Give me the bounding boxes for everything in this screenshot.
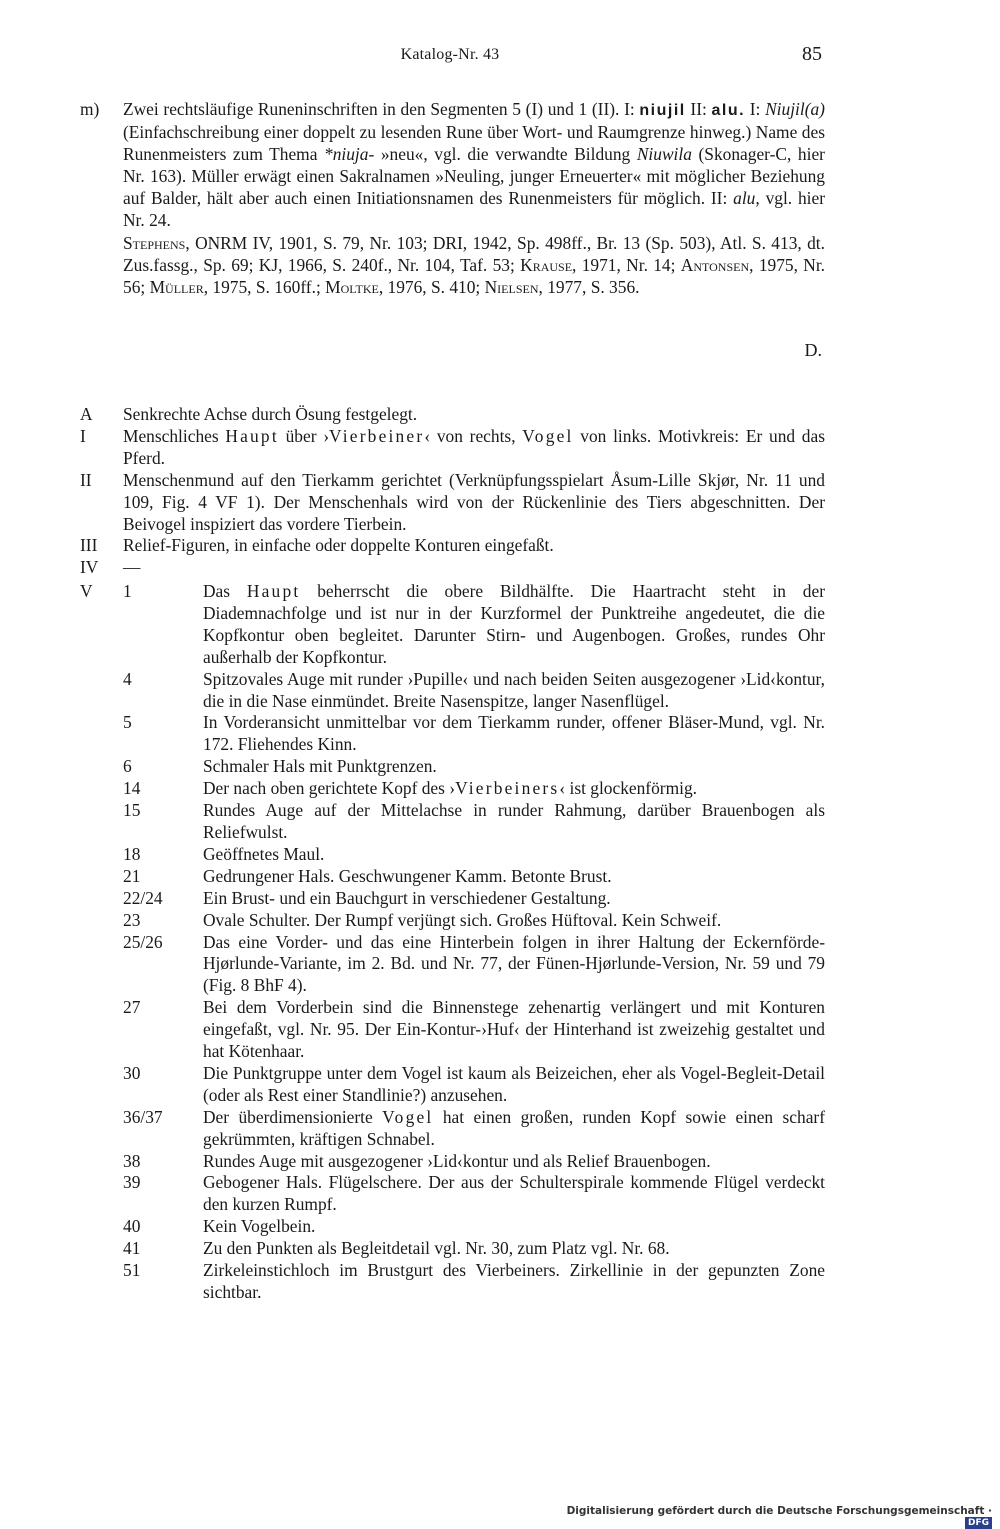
item-post: beherrscht die obere Bildhälfte. Die Haartracht steht in der Diademnachfolge und ist nur in der Kurzformel der Punktreihe angedeutet, die die Kopfkontur oben begleitet. Darunter Stirn- und Augenbogen. Großes, rundes Ohr außerhalb der Kopfkontur.: [203, 581, 825, 667]
item-number: 36/37: [123, 1106, 163, 1127]
item-post: Schmaler Hals mit Punktgrenzen.: [203, 756, 437, 777]
item-number: 15: [123, 800, 141, 821]
reference-author: Krause: [520, 255, 573, 276]
category-rows: [80, 404, 825, 579]
item-post: Zirkeleinstichloch im Brustgurt des Vierbeiners. Zirkellinie in der gepunzten Zone sichtbar.: [203, 1260, 825, 1302]
section-m-mid: II:: [690, 99, 707, 119]
list-item: [123, 932, 825, 998]
alu-italic: alu,: [733, 187, 760, 208]
section-m-intro: Zwei rechtsläufige Runeninschriften in den Segmenten 5 (I) und 1 (II). I:: [123, 99, 635, 119]
reference-author: Antonsen: [680, 255, 750, 276]
section-m-text4: vgl. hier Nr. 24.: [123, 187, 825, 230]
item-description: [203, 1216, 825, 1238]
list-item: [123, 1107, 825, 1151]
item-post: Rundes Auge auf der Mittelachse in runder Rahmung, darüber Brauenbogen als Reliefwulst.: [203, 800, 825, 842]
section-m-text3: (Skonager-C, hier Nr. 163). Müller erwägt einen Sakralnamen »Neuling, junger Erneuerter« mit möglicher Beziehung auf Balder, hält aber auch einen Initiationsnamen des Runenmeisters für möglich. II:: [123, 143, 825, 208]
item-description: [203, 866, 825, 888]
row-i-part4: von links. Motivkreis: Er und das Pferd.: [123, 425, 825, 468]
item-number: 23: [123, 909, 141, 930]
niuja-italic: *niuja-: [324, 143, 375, 164]
footer-credit: [560, 1505, 992, 1529]
list-item: [123, 910, 825, 932]
row-label: A: [80, 404, 93, 424]
list-item: [123, 581, 825, 669]
niuwila-italic: Niuwila: [636, 143, 692, 164]
row-text: Menschenmund auf den Tierkamm gerichtet (Verknüpfungsspielart Åsum-Lille Skjør, Nr. 11 und 109, Fig. 4 VF 1). Der Menschenhals wird von der Rückenlinie des Tiers abgeschnitten. Der Beivogel inspiziert das vordere Tierbein.: [123, 469, 825, 534]
row-i-vogel: Vogel: [522, 425, 574, 446]
item-description: [203, 756, 825, 778]
section-m: [80, 99, 825, 299]
item-description: [203, 1063, 825, 1107]
item-number: 30: [123, 1062, 141, 1083]
detail-list: [123, 581, 825, 1304]
item-description: [203, 888, 825, 910]
list-item: [123, 888, 825, 910]
item-number: 38: [123, 1150, 141, 1171]
list-item: [123, 844, 825, 866]
item-post: Spitzovales Auge mit runder ›Pupille‹ und nach beiden Seiten ausgezogener ›Lid‹kontur, die in die Nase einmündet. Breite Nasenspitze, langer Nasenflügel.: [203, 668, 825, 711]
item-description: [203, 1260, 825, 1304]
item-pre: Der nach oben gerichtete Kopf des ›: [203, 778, 456, 799]
item-number: 14: [123, 778, 141, 799]
section-m-paragraph: [123, 99, 825, 231]
item-post: Zu den Punkten als Begleitdetail vgl. Nr. 30, zum Platz vgl. Nr. 68.: [203, 1238, 670, 1259]
item-post: Bei dem Vorderbein sind die Binnenstege zehenartig verlängert und mit Konturen eingefaßt, vgl. Nr. 95. Der Ein-Kontur-›Huf‹ der Hinterhand ist zweizehig gestaltet und hat Kötenhaar.: [203, 997, 825, 1062]
list-item: [123, 669, 825, 713]
list-item: [123, 866, 825, 888]
row-iv: [80, 557, 825, 579]
row-label: II: [80, 469, 92, 490]
item-number: 27: [123, 997, 141, 1018]
reference-text: , 1977, S. 356.: [538, 277, 640, 298]
item-post: hat einen großen, runden Kopf sowie einen scharf gekrümmten, kräftigen Schnabel.: [203, 1106, 825, 1149]
reference-text: , 1975, S. 160ff.;: [203, 277, 326, 298]
item-pre: Der überdimensionierte: [203, 1106, 373, 1127]
niujil-italic: Niujil(a): [765, 99, 825, 119]
item-post: ‹ ist glockenförmig.: [559, 778, 697, 799]
item-number: 25/26: [123, 931, 163, 952]
item-description: [203, 800, 825, 844]
item-number: 18: [123, 843, 141, 864]
item-description: [203, 910, 825, 932]
row-i: [80, 426, 825, 470]
list-item: [123, 712, 825, 756]
dfg-logo: DFG: [965, 1517, 992, 1529]
list-item: [123, 800, 825, 844]
item-number: 40: [123, 1216, 141, 1237]
reference-author: Nielsen: [484, 277, 539, 298]
reference-text: , ONRM IV, 1901, S. 79, Nr. 103; DRI, 1942, Sp. 498ff., Br. 13 (Sp. 503), Atl. S. 413, dt. Zus.fassg., Sp. 69; KJ, 1966, S. 240f., Nr. 104, Taf. 53;: [123, 233, 825, 276]
reference-author: Stephens: [123, 233, 186, 254]
item-number: 6: [123, 756, 132, 777]
row-label: I: [80, 425, 86, 446]
reference-text: , 1976, S. 410;: [378, 277, 485, 298]
row-v-label: V: [80, 581, 93, 601]
item-post: Die Punktgruppe unter dem Vogel ist kaum als Beizeichen, eher als Vogel-Begleit-Detail (oder als Rest einer Standlinie?) anzusehen.: [203, 1062, 825, 1105]
list-item: [123, 778, 825, 800]
author-signature: D.: [804, 340, 822, 360]
list-item: [123, 1151, 825, 1173]
item-post: Geöffnetes Maul.: [203, 843, 325, 864]
row-a: [80, 404, 825, 426]
item-description: [203, 581, 825, 669]
row-text: Relief-Figuren, in einfache oder doppelte Konturen eingefaßt.: [123, 535, 554, 556]
row-text: [123, 426, 825, 470]
footer-text: Digitalisierung gefördert durch die Deutsche Forschungsgemeinschaft ·: [566, 1505, 992, 1517]
reference-text: , 1975, Nr. 56;: [123, 255, 826, 298]
item-number: 39: [123, 1172, 141, 1193]
item-post: Gedrungener Hals. Geschwungener Kamm. Betonte Brust.: [203, 865, 612, 886]
section-m-text2: »neu«, vgl. die verwandte Bildung: [380, 143, 631, 164]
item-post: Ein Brust- und ein Bauchgurt in verschiedener Gestaltung.: [203, 887, 611, 908]
list-item: [123, 756, 825, 778]
item-post: Das eine Vorder- und das eine Hinterbein folgen in ihrer Haltung der Eckernförde-Hjørlunde-Variante, im 2. Bd. und Nr. 77, der Fünen-Hjørlunde-Version, Nr. 59 und 79 (Fig. 8 BhF 4).: [203, 931, 825, 996]
item-description: [203, 932, 825, 998]
list-item: [123, 1172, 825, 1216]
list-item: [123, 1238, 825, 1260]
item-description: [203, 778, 825, 800]
item-pre: Das: [203, 581, 231, 601]
item-description: [203, 669, 825, 713]
item-description: [203, 1107, 825, 1151]
item-post: Gebogener Hals. Flügelschere. Der aus der Schulterspirale kommende Flügel verdeckt den kurzen Rumpf.: [203, 1172, 825, 1215]
item-sp: Vierbeiners: [455, 778, 560, 799]
row-ii: [80, 470, 825, 536]
row-label: III: [80, 535, 98, 556]
item-post: In Vorderansicht unmittelbar vor dem Tierkamm runder, offener Bläser-Mund, vgl. Nr. 172. Fliehendes Kinn.: [203, 712, 825, 755]
item-post: Ovale Schulter. Der Rumpf verjüngt sich. Großes Hüftoval. Kein Schweif.: [203, 909, 722, 930]
list-item: [123, 997, 825, 1063]
reference-text: , 1971, Nr. 14;: [572, 255, 681, 276]
item-number: 21: [123, 865, 141, 886]
row-label: IV: [80, 557, 99, 578]
list-item: [123, 1216, 825, 1238]
item-description: [203, 1172, 825, 1216]
references: [123, 233, 825, 299]
row-i-haupt: Haupt: [225, 425, 279, 446]
section-m-i-label: I:: [749, 99, 761, 119]
row-text: —: [123, 557, 141, 578]
item-number: 5: [123, 712, 132, 733]
row-i-part3: ‹ von rechts,: [424, 425, 516, 446]
reference-author: Moltke: [325, 277, 379, 298]
item-description: [203, 1151, 825, 1173]
row-text: Senkrechte Achse durch Ösung festgelegt.: [123, 404, 418, 424]
row-i-part2: über ›: [285, 425, 330, 446]
row-i-vierbeiner: Vierbeiner: [329, 425, 425, 446]
section-m-label: m): [80, 99, 100, 119]
rune-inscription-2: alu.: [711, 102, 746, 119]
section-m-text1: (Einfachschreibung einer doppelt zu lesenden Rune über Wort- und Raumgrenze hinweg.) Name des Runenmeisters zum Thema: [123, 121, 825, 164]
item-post: Kein Vogelbein.: [203, 1216, 316, 1237]
item-number: 51: [123, 1260, 141, 1281]
row-i-part1: Menschliches: [123, 425, 219, 446]
item-number: 41: [123, 1238, 141, 1259]
page-header-title: Katalog-Nr. 43: [400, 46, 500, 63]
reference-author: Müller: [149, 277, 204, 298]
item-sp: Vogel: [382, 1106, 434, 1127]
item-description: [203, 712, 825, 756]
item-number: 22/24: [123, 887, 163, 908]
item-description: [203, 1238, 825, 1260]
list-item: [123, 1063, 825, 1107]
list-item: [123, 1260, 825, 1304]
item-number: 4: [123, 668, 132, 689]
item-number: 1: [123, 581, 132, 601]
item-description: [203, 997, 825, 1063]
item-post: Rundes Auge mit ausgezogener ›Lid‹kontur und als Relief Brauenbogen.: [203, 1150, 711, 1171]
row-iii: [80, 535, 825, 557]
page-number: 85: [802, 43, 822, 65]
item-description: [203, 844, 825, 866]
item-sp: Haupt: [246, 581, 301, 601]
rune-inscription-1: niujil: [639, 102, 686, 119]
